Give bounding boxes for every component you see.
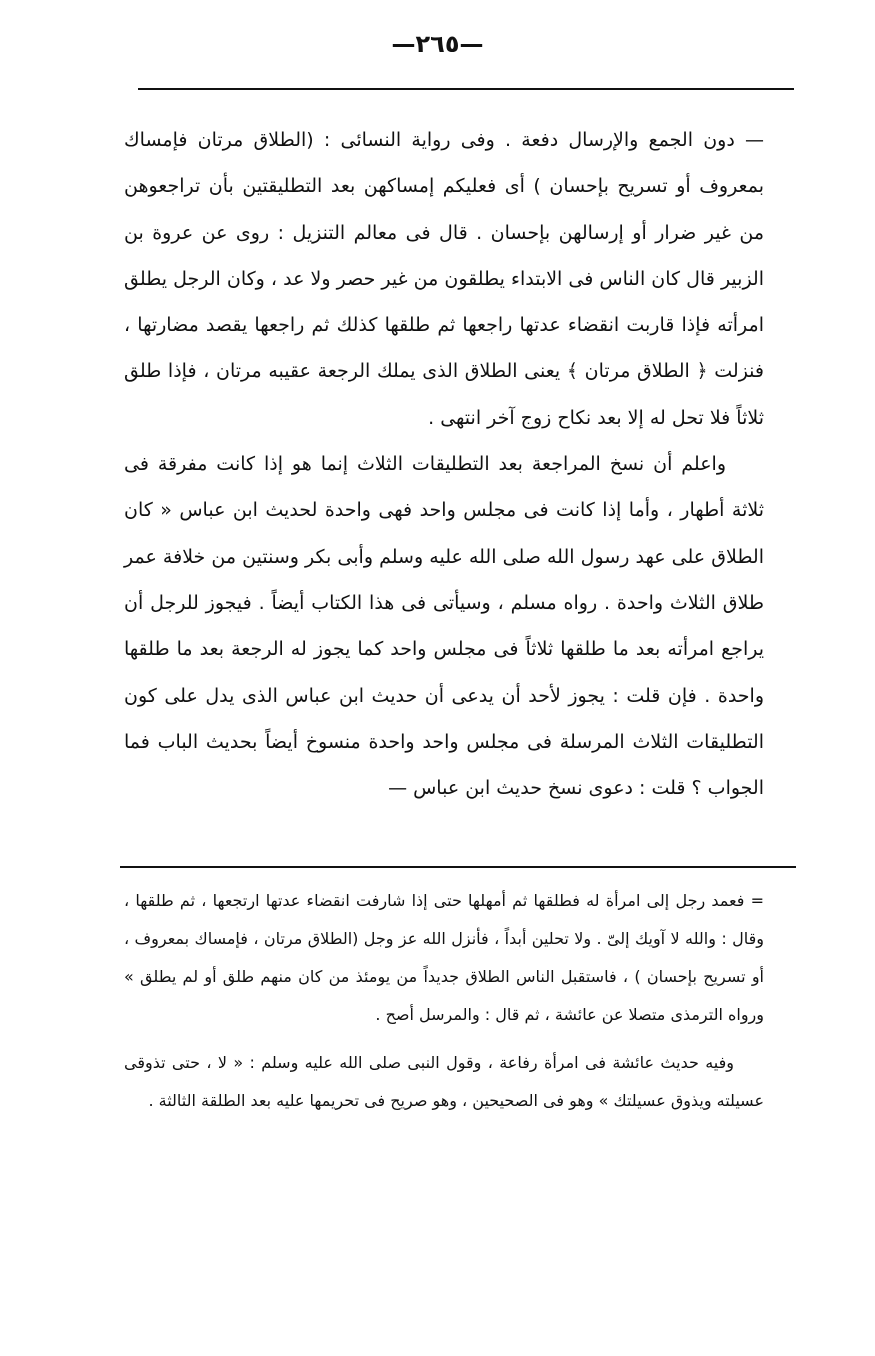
footnote-paragraph: = فعمد رجل إلى امرأة له فطلقها ثم أمهلها حتى إذا شارفت انقضاء عدتها ارتجعها ، ثم طلقها ، وقال : والله لا آويك إلىّ . ولا تحلين أبداً ، فأنزل الله عز وجل (الطلاق مرتان ، فإمساك بمعروف ، أو تسريح بإحسان ) ، فاستقبل الناس الطلاق جديداً من يومئذ من كان منهم طلق أو لم يطلق » ورواه الترمذى متصلا عن عائشة ، ثم قال : والمرسل أصح .	[124, 891, 764, 1024]
main-text	[124, 117, 764, 811]
header-rule	[138, 88, 794, 90]
body-paragraph: واعلم أن نسخ المراجعة بعد التطليقات الثلاث إنما هو إذا كانت مفرقة فى ثلاثة أطهار ، وأما إذا كانت فى مجلس واحد فهى واحدة لحديث ابن عباس « كان الطلاق على عهد رسول الله صلى الله عليه وسلم وأبى بكر وسنتين من خلافة عمر طلاق الثلاث واحدة . رواه مسلم ، وسيأتى فى هذا الكتاب أيضاً . فيجوز للرجل أن يراجع امرأته بعد ما طلقها ثلاثاً فى مجلس واحد كما يجوز له الرجعة بعد ما طلقها واحدة . فإن قلت : يجوز لأحد أن يدعى أن حديث ابن عباس الذى يدل على كون التطليقات الثلاث المرسلة فى مجلس واحد واحدة منسوخ أيضاً بحديث الباب فما الجواب ؟ قلت : دعوى نسخ حديث ابن عباس —	[124, 453, 764, 800]
body-paragraph: — دون الجمع والإرسال دفعة . وفى رواية النسائى : (الطلاق مرتان فإمساك بمعروف أو تسريح بإحسان ) أى فعليكم إمساكهن بعد التطليقتين بأن تراجعوهن من غير ضرار أو إرسالهن بإحسان . قال فى معالم التنزيل : روى عن عروة بن الزبير قال كان الناس فى الابتداء يطلقون من غير حصر ولا عد ، وكان الرجل يطلق امرأته فإذا قاربت انقضاء عدتها راجعها ثم طلقها كذلك ثم راجعها يقصد مضارتها ، فنزلت ﴿ الطلاق مرتان ﴾ يعنى الطلاق الذى يملك الرجعة عقيبه مرتان ، فإذا طلق ثلاثاً فلا تحل له إلا بعد نكاح زوج آخر انتهى .	[124, 129, 764, 429]
footnotes	[124, 882, 764, 1120]
footnote-separator	[120, 866, 796, 868]
page-number: —٢٦٥—	[391, 30, 484, 58]
footnote-paragraph: وفيه حديث عائشة فى امرأة رفاعة ، وقول النبى صلى الله عليه وسلم : « لا ، حتى تذوقى عسيلته ويذوق عسيلتك » وهو فى الصحيحين ، وهو صريح فى تحريمها عليه بعد الطلقة الثالثة .	[124, 1053, 764, 1110]
